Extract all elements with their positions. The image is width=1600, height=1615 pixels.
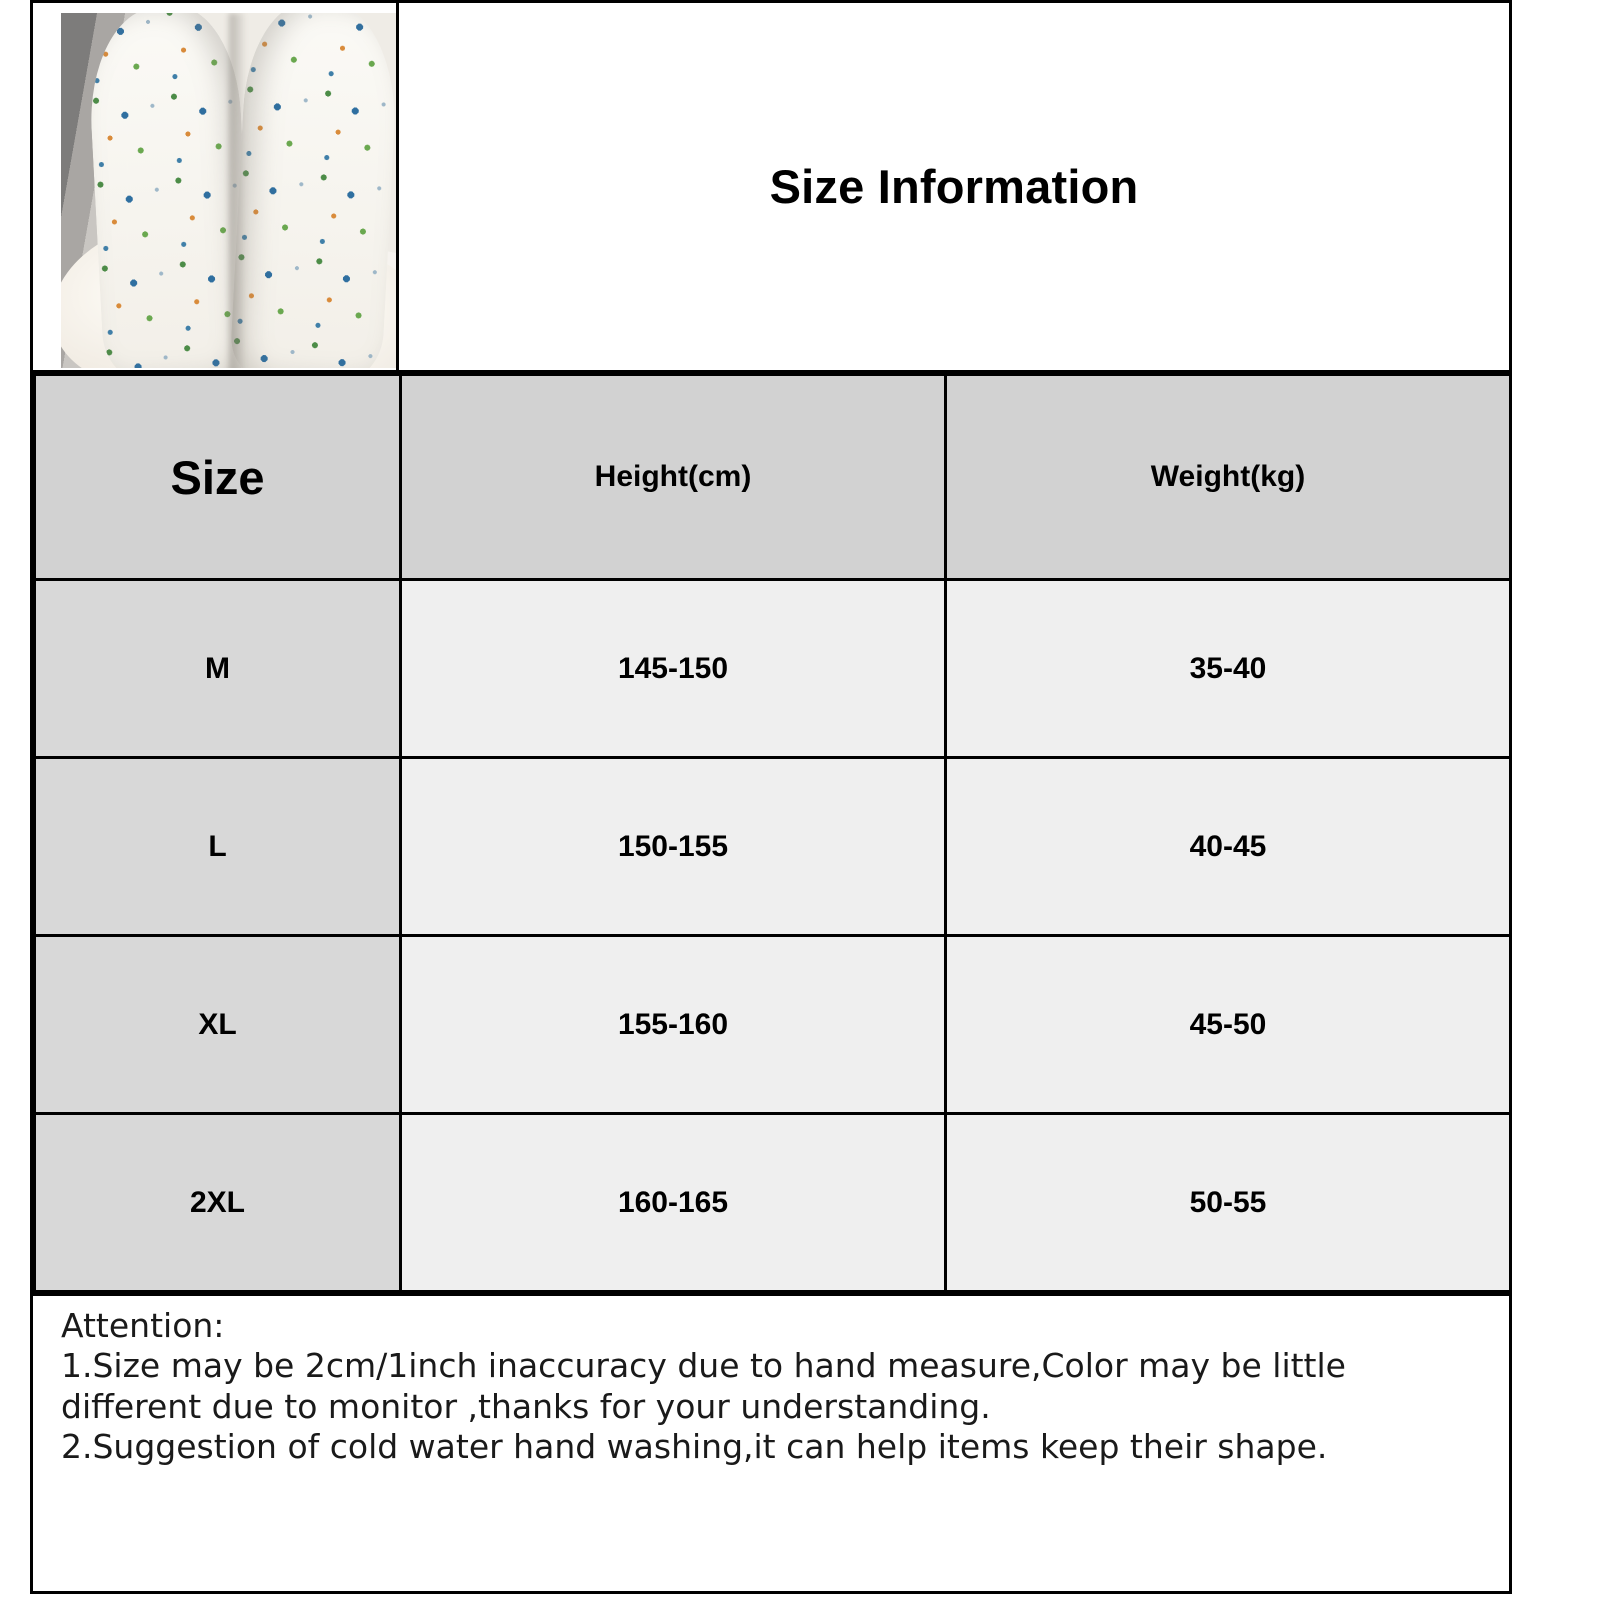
photo-leg-right [229, 13, 399, 368]
table-header-row [35, 375, 1511, 580]
product-photo [61, 13, 399, 368]
cell-size: 2XL [35, 1114, 401, 1292]
cell-weight: 50-55 [946, 1114, 1511, 1292]
page-title: Size Information [769, 160, 1139, 213]
header-band [33, 3, 1509, 373]
table-row [35, 758, 1511, 936]
cell-height: 155-160 [401, 936, 946, 1114]
column-header-weight: Weight(kg) [946, 375, 1511, 580]
size-table [33, 373, 1512, 1293]
cell-weight: 45-50 [946, 936, 1511, 1114]
cell-weight: 40-45 [946, 758, 1511, 936]
cell-height: 150-155 [401, 758, 946, 936]
column-header-size: Size [35, 375, 401, 580]
product-photo-cell [33, 3, 399, 370]
table-row [35, 1114, 1511, 1292]
table-row [35, 936, 1511, 1114]
cell-height: 145-150 [401, 580, 946, 758]
cell-height: 160-165 [401, 1114, 946, 1292]
attention-heading: Attention: [61, 1306, 225, 1345]
column-header-height: Height(cm) [401, 375, 946, 580]
attention-line-2: different due to monitor ,thanks for your understanding. [61, 1386, 991, 1426]
cell-weight: 35-40 [946, 580, 1511, 758]
size-chart-sheet [30, 0, 1512, 1594]
cell-size: L [35, 758, 401, 936]
table-row [35, 580, 1511, 758]
title-cell [399, 3, 1509, 370]
attention-block [33, 1293, 1509, 1615]
attention-line-1: 1.Size may be 2cm/1inch inaccuracy due to hand measure,Color may be little [61, 1346, 1346, 1386]
attention-line-3: 2.Suggestion of cold water hand washing,it can help items keep their shape. [61, 1426, 1328, 1466]
cell-size: M [35, 580, 401, 758]
photo-fabric-crease [229, 13, 245, 368]
cell-size: XL [35, 936, 401, 1114]
